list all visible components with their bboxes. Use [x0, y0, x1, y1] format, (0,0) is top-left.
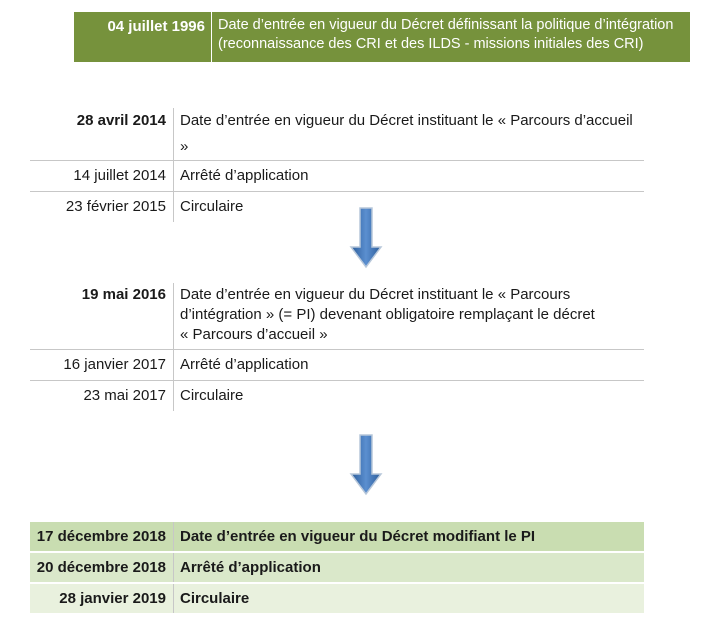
- row-text: Circulaire: [180, 198, 244, 215]
- row-text: Arrêté d’application: [174, 350, 645, 381]
- header-date: 04 juillet 1996: [74, 12, 212, 62]
- timeline-row: [30, 552, 644, 583]
- row-text-line-1: Date d’entrée en vigueur du Décret instituant le « Parcours: [180, 286, 571, 303]
- row-text-line-2: d’intégration » (= PI) devenant obligatoire remplaçant le décret: [180, 306, 595, 323]
- timeline-row: [30, 161, 644, 192]
- arrow-down-icon: [349, 434, 383, 496]
- row-text: Arrêté d’application: [174, 552, 645, 583]
- header-line-2: (reconnaissance des CRI et des ILDS - missions initiales des CRI): [218, 36, 644, 52]
- timeline-row: [30, 381, 644, 412]
- row-text: Date d’entrée en vigueur du Décret instituant le « Parcours d’accueil »: [174, 108, 645, 161]
- header-banner: [74, 12, 690, 62]
- timeline-row: [30, 350, 644, 381]
- timeline-row: [30, 522, 644, 552]
- arrow-down-icon: [349, 207, 383, 269]
- row-date: 16 janvier 2017: [30, 350, 174, 381]
- timeline-group-2016: [30, 283, 644, 411]
- row-date: 17 décembre 2018: [30, 522, 174, 552]
- row-date: 14 juillet 2014: [30, 161, 174, 192]
- timeline-row: [30, 108, 644, 161]
- timeline-group-2014: [30, 108, 644, 222]
- row-text: Circulaire: [180, 387, 244, 404]
- row-date: 20 décembre 2018: [30, 552, 174, 583]
- timeline-row: [30, 583, 644, 614]
- timeline-row: [30, 192, 644, 223]
- row-text-line-3: « Parcours d’accueil »: [180, 326, 328, 343]
- timeline-row: [30, 283, 644, 350]
- row-date: 28 avril 2014: [30, 108, 174, 161]
- row-date: 19 mai 2016: [30, 283, 174, 350]
- row-text: Date d’entrée en vigueur du Décret modifiant le PI: [174, 522, 645, 552]
- header-description: [212, 12, 690, 62]
- row-text: Circulaire: [174, 583, 645, 614]
- row-date: 28 janvier 2019: [30, 583, 174, 614]
- header-line-1: Date d’entrée en vigueur du Décret définissant la politique d’intégration: [218, 17, 674, 33]
- row-date: 23 mai 2017: [30, 381, 174, 412]
- row-text: [174, 283, 645, 350]
- row-date: 23 février 2015: [30, 192, 174, 223]
- timeline-group-2018: [30, 522, 644, 615]
- row-text: Arrêté d’application: [174, 161, 645, 192]
